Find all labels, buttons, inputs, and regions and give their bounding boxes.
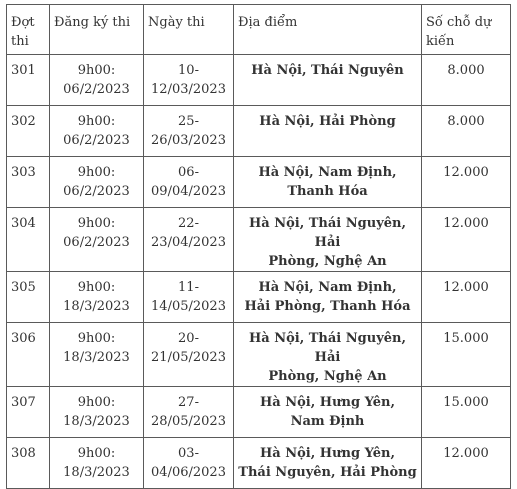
header-seats: Số chỗ dự kiến xyxy=(422,5,511,55)
cell-batch: 308 xyxy=(7,438,50,489)
table-row xyxy=(7,208,511,272)
table-row xyxy=(7,55,511,106)
cell-registration: 9h00: 18/3/2023 xyxy=(50,272,144,323)
table-row xyxy=(7,323,511,387)
cell-seats: 8.000 xyxy=(422,106,511,157)
table-body xyxy=(7,55,511,489)
cell-registration: 9h00: 18/3/2023 xyxy=(50,387,144,438)
cell-location: Hà Nội, Nam Định, Thanh Hóa xyxy=(234,157,422,208)
cell-location: Hà Nội, Thái Nguyên xyxy=(234,55,422,106)
cell-seats: 15.000 xyxy=(422,387,511,438)
cell-exam-date: 10- 12/03/2023 xyxy=(144,55,234,106)
cell-exam-date: 22- 23/04/2023 xyxy=(144,208,234,272)
cell-batch: 303 xyxy=(7,157,50,208)
cell-exam-date: 06- 09/04/2023 xyxy=(144,157,234,208)
cell-seats: 12.000 xyxy=(422,208,511,272)
cell-batch: 306 xyxy=(7,323,50,387)
cell-location: Hà Nội, Hưng Yên, Thái Nguyên, Hải Phòng xyxy=(234,438,422,489)
cell-seats: 12.000 xyxy=(422,157,511,208)
cell-seats: 15.000 xyxy=(422,323,511,387)
cell-seats: 8.000 xyxy=(422,55,511,106)
cell-batch: 302 xyxy=(7,106,50,157)
exam-schedule-table xyxy=(6,4,511,489)
table-row xyxy=(7,157,511,208)
cell-batch: 307 xyxy=(7,387,50,438)
cell-exam-date: 11- 14/05/2023 xyxy=(144,272,234,323)
cell-registration: 9h00: 06/2/2023 xyxy=(50,208,144,272)
cell-batch: 304 xyxy=(7,208,50,272)
table-row xyxy=(7,106,511,157)
table-row xyxy=(7,387,511,438)
cell-exam-date: 27- 28/05/2023 xyxy=(144,387,234,438)
header-location: Địa điểm xyxy=(234,5,422,55)
cell-location: Hà Nội, Hải Phòng xyxy=(234,106,422,157)
header-row xyxy=(7,5,511,55)
table-row xyxy=(7,438,511,489)
cell-registration: 9h00: 18/3/2023 xyxy=(50,323,144,387)
cell-location: Hà Nội, Thái Nguyên, Hải Phòng, Nghệ An xyxy=(234,323,422,387)
table-row xyxy=(7,272,511,323)
cell-location: Hà Nội, Hưng Yên, Nam Định xyxy=(234,387,422,438)
cell-seats: 12.000 xyxy=(422,438,511,489)
cell-batch: 305 xyxy=(7,272,50,323)
cell-location: Hà Nội, Nam Định, Hải Phòng, Thanh Hóa xyxy=(234,272,422,323)
header-batch: Đợt thi xyxy=(7,5,50,55)
cell-exam-date: 20- 21/05/2023 xyxy=(144,323,234,387)
cell-seats: 12.000 xyxy=(422,272,511,323)
cell-registration: 9h00: 06/2/2023 xyxy=(50,106,144,157)
header-registration: Đăng ký thi xyxy=(50,5,144,55)
cell-batch: 301 xyxy=(7,55,50,106)
cell-exam-date: 25- 26/03/2023 xyxy=(144,106,234,157)
cell-registration: 9h00: 06/2/2023 xyxy=(50,157,144,208)
cell-registration: 9h00: 18/3/2023 xyxy=(50,438,144,489)
cell-exam-date: 03- 04/06/2023 xyxy=(144,438,234,489)
header-exam-date: Ngày thi xyxy=(144,5,234,55)
cell-location: Hà Nội, Thái Nguyên, Hải Phòng, Nghệ An xyxy=(234,208,422,272)
cell-registration: 9h00: 06/2/2023 xyxy=(50,55,144,106)
